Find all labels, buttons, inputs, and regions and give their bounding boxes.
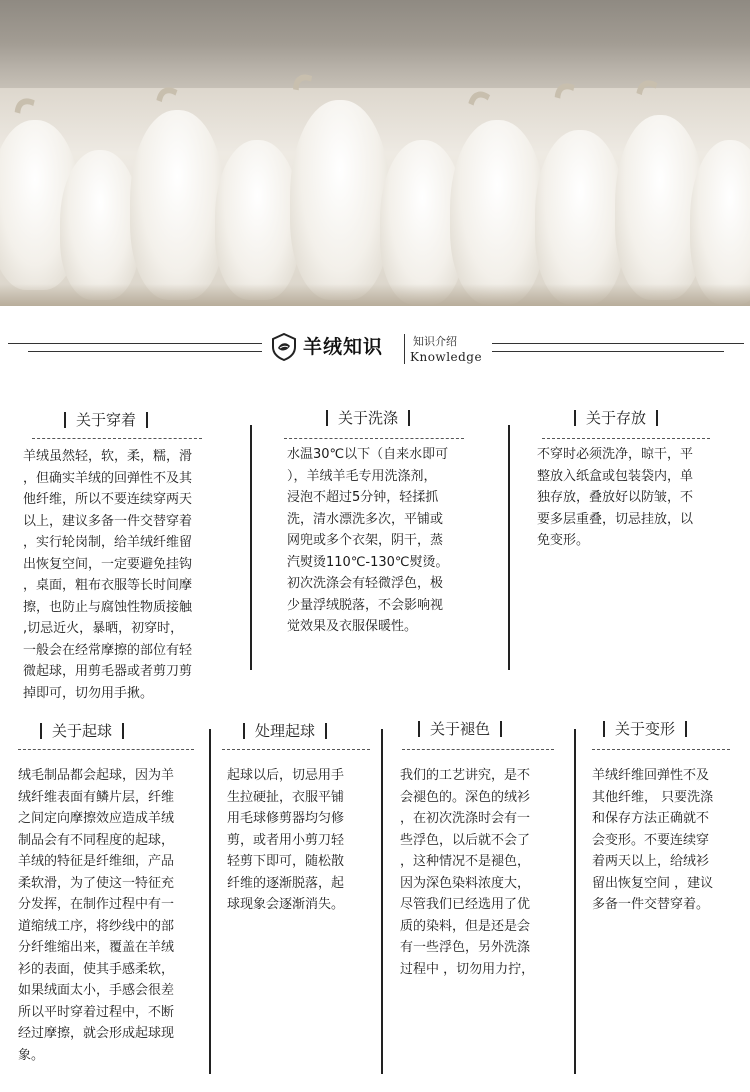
- column-divider: [381, 729, 383, 1074]
- column-divider: [250, 425, 252, 670]
- title-rule-right-bottom: [492, 351, 724, 352]
- column-divider: [574, 729, 576, 1074]
- section-heading-washing: 关于洗涤: [326, 407, 410, 428]
- section-text-fading: 我们的工艺讲究，是不 会褪色的。深色的绒衫 ，在初次洗涤时会有一 些浮色，以后就不会了 ，这种情况不是褪色， 因为深色染料浓度大， 尽管我们已经选用了优 质的染料，但是还是会 有一些浮色，另外洗涤 过程中 ，切勿用力拧，: [400, 768, 535, 977]
- section-heading-fading: 关于褪色: [418, 718, 502, 739]
- title-divider: [404, 334, 405, 364]
- title-rule-right-top: [492, 343, 744, 344]
- shield-leaf-icon: [271, 333, 297, 361]
- section-divider: [402, 749, 554, 750]
- section-divider: [592, 749, 730, 750]
- column-divider: [508, 425, 510, 670]
- section-text-deformation: 羊绒纤维回弹性不及 其他纤维， 只要洗涤 和保存方法正确就不 会变形。不要连续穿 着两天以上，给绒衫 留出恢复空间 ，建议 多备一件交替穿着。: [592, 768, 714, 912]
- title-rule-left-bottom: [28, 351, 262, 352]
- section-text-wearing: 羊绒虽然轻，软，柔，糯，滑 ，但确实羊绒的回弹性不及其 他纤维，所以不要连续穿两天 以上，建议多备一件交替穿着 ，实行轮岗制，给羊绒纤维留 出恢复空间，一定要避免挂钩 ，桌面，粗布衣服等长时间摩 擦，也防止与腐蚀性物质接触 ,切忌近火，暴晒，初穿时， 一般会在经常摩擦的部位有轻 微起球，用剪毛器或者剪刀剪 掉即可，切勿用手揪。: [23, 449, 193, 701]
- section-heading-handle-pilling: 处理起球: [243, 720, 327, 741]
- section-text-pilling: 绒毛制品都会起球，因为羊 绒纤维表面有鳞片层，纤维 之间定向摩擦效应造成羊绒 制品会有不同程度的起球， 羊绒的特征是纤维细，产品 柔软滑，为了使这一特征充 分发挥，在制作过程中有一 道缩绒工序，将纱线中的部 分纤维缩出来，覆盖在羊绒 衫的表面，使其手感柔软， 如果绒面太小，手感会很差 所以平时穿着过程中，不断 经过摩擦，就会形成起球现 象。: [18, 768, 175, 1063]
- hero-photo-goat-herd: [0, 0, 750, 306]
- section-heading-deformation: 关于变形: [603, 718, 687, 739]
- section-heading-pilling: 关于起球: [40, 720, 124, 741]
- section-divider: [222, 749, 370, 750]
- column-divider: [209, 729, 211, 1074]
- subtitle-en: Knowledge: [410, 350, 483, 364]
- page-title: 羊绒知识: [303, 336, 384, 358]
- section-text-washing: 水温30℃以下（自来水即可 ），羊绒羊毛专用洗涤剂， 浸泡不超过5分钟，轻揉抓 洗，清水漂洗多次，平铺或 网兜或多个衣架，阴干，蒸 汽熨烫110℃-130℃熨烫。 初次洗涤会有轻微浮色，极 少量浮绒脱落，不会影响视 觉效果及衣服保暖性。: [287, 447, 449, 634]
- subtitle-cn: 知识介绍: [413, 335, 457, 348]
- section-divider: [18, 749, 194, 750]
- section-divider: [32, 438, 202, 439]
- section-divider: [284, 438, 464, 439]
- section-heading-wearing: 关于穿着: [64, 409, 148, 430]
- section-heading-storage: 关于存放: [574, 407, 658, 428]
- section-divider: [542, 438, 710, 439]
- section-text-storage: 不穿时必须洗净，晾干，平 整放入纸盒或包装袋内，单 独存放，叠放好以防皱，不 要多层重叠，切忌挂放，以 免变形。: [537, 447, 694, 548]
- title-rule-left-top: [8, 343, 262, 344]
- section-text-handle-pilling: 起球以后，切忌用手 生拉硬扯，衣服平铺 用毛球修剪器均匀修 剪，或者用小剪刀轻 轻剪下即可，随松散 纤维的逐渐脱落，起 球现象会逐渐消失。: [227, 768, 345, 912]
